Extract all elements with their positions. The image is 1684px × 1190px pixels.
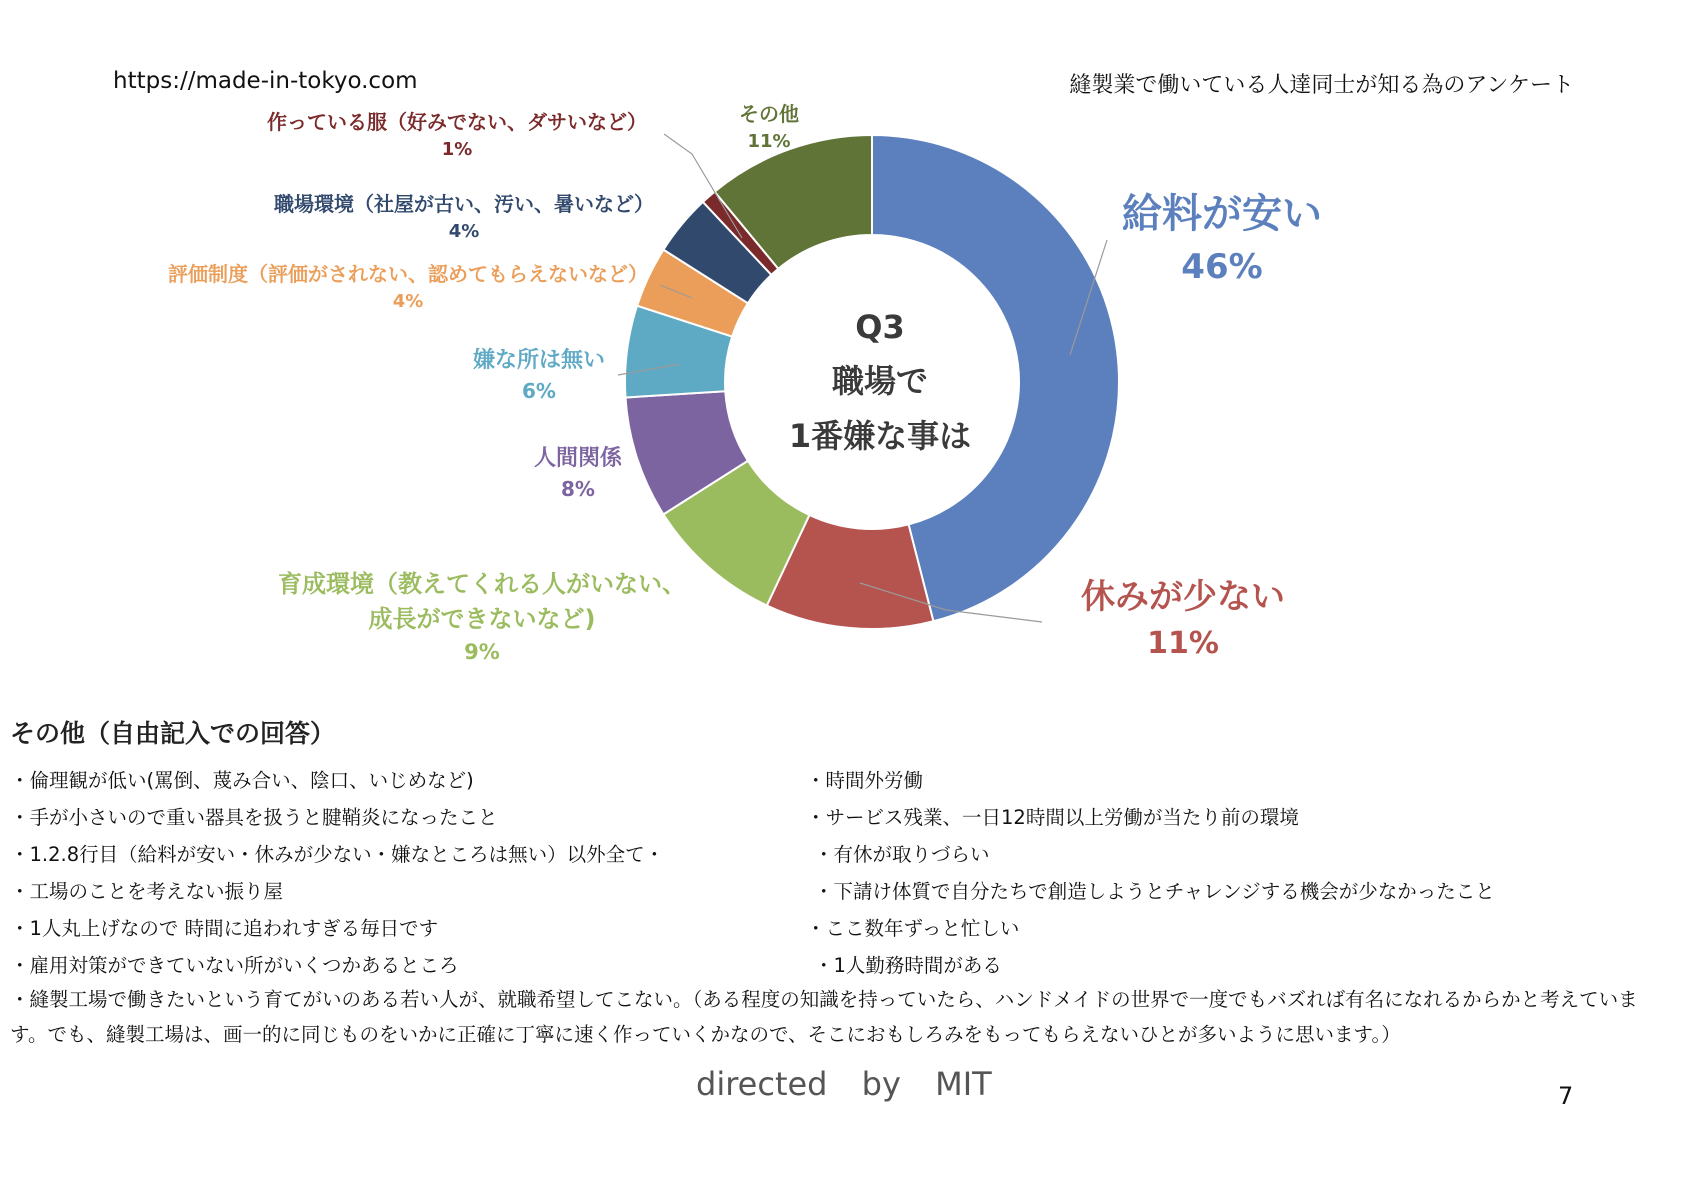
center-line-1: Q3: [855, 308, 905, 346]
label-text-environment: 職場環境（社屋が古い、汚い、暑いなど）: [274, 192, 654, 216]
value-label-training: 9%: [464, 639, 500, 664]
label-text-relationships: 人間関係: [533, 446, 623, 471]
center-line-3: 1番嫌な事は: [788, 416, 972, 455]
label-text-salary: 給料が安い: [1122, 191, 1322, 237]
label-text-evaluation: 評価制度（評価がされない、認めてもらえないなど）: [168, 262, 648, 286]
note-right-4: ・下請け体質で自分たちで創造しようとチャレンジする機会が少なかったこと: [814, 880, 1495, 903]
label-other: [739, 100, 799, 155]
value-label-none: 6%: [522, 378, 556, 403]
page-number: 7: [1558, 1082, 1574, 1110]
label-relationships: [534, 443, 622, 504]
notes-heading: その他（自由記入での回答）: [10, 719, 336, 748]
value-label-salary: 46%: [1181, 247, 1263, 287]
note-right-5: ・ここ数年ずっと忙しい: [806, 917, 1020, 940]
note-left-5: ・1人丸上げなので 時間に追われすぎる毎日です: [10, 917, 439, 940]
label-text-training-2: 成長ができないなど): [368, 604, 596, 633]
label-none: [473, 345, 605, 406]
note-long: ・縫製工場で働きたいという育てがいのある若い人が、就職希望してこない。（ある程度の知識を持っていたら、ハンドメイドの世界で一度でもバズれば有名になれるからかと考えています。でも、縫製工場は、画一的に同じものをいかに正確に丁寧に速く作っていくかなので、そこにおもしろみをもってもらえないひとが多いように思います。）: [10, 988, 1638, 1046]
value-label-evaluation: 4%: [392, 291, 424, 312]
note-left-4: ・工場のことを考えない振り屋: [10, 880, 284, 903]
label-clothes: [267, 108, 647, 163]
label-training: [278, 567, 686, 667]
note-right-6: ・1人勤務時間がある: [814, 954, 1002, 977]
site-url[interactable]: https://made-in-tokyo.com: [113, 68, 418, 94]
note-left-1: ・倫理観が低い(罵倒、蔑み合い、陰口、いじめなど): [10, 769, 474, 792]
note-left-6: ・雇用対策ができていない所がいくつかあるところ: [10, 954, 459, 977]
label-holidays: [1081, 573, 1285, 666]
footer-credit: directed by MIT: [696, 1065, 992, 1103]
value-label-relationships: 8%: [561, 476, 595, 501]
value-label-other: 11%: [747, 131, 791, 152]
label-salary: [1122, 185, 1322, 292]
survey-title: 縫製業で働いている人達同士が知る為のアンケート: [1069, 73, 1574, 98]
note-right-2: ・サービス残業、一日12時間以上労働が当たり前の環境: [806, 806, 1299, 829]
label-text-training-1: 育成環境（教えてくれる人がいない、: [278, 570, 686, 598]
value-label-holidays: 11%: [1147, 626, 1219, 662]
value-label-environment: 4%: [448, 221, 480, 242]
value-label-clothes: 1%: [441, 139, 473, 160]
center-line-2: 職場で: [831, 362, 928, 401]
note-right-3: ・有休が取りづらい: [814, 843, 990, 866]
note-right-1: ・時間外労働: [806, 769, 924, 792]
label-text-clothes: 作っている服（好みでない、ダサいなど）: [267, 110, 647, 134]
note-left-2: ・手が小さいので重い器具を扱うと腱鞘炎になったこと: [10, 806, 498, 829]
label-evaluation: [168, 260, 648, 315]
label-text-holidays: 休みが少ない: [1081, 577, 1285, 617]
label-text-none: 嫌な所は無い: [472, 348, 606, 373]
label-text-other: その他: [739, 102, 799, 126]
label-environment: [274, 190, 654, 245]
chart-center-title: [789, 300, 971, 463]
note-left-3: ・1.2.8行目（給料が安い・休みが少ない・嫌なところは無い）以外全て・: [10, 843, 665, 866]
